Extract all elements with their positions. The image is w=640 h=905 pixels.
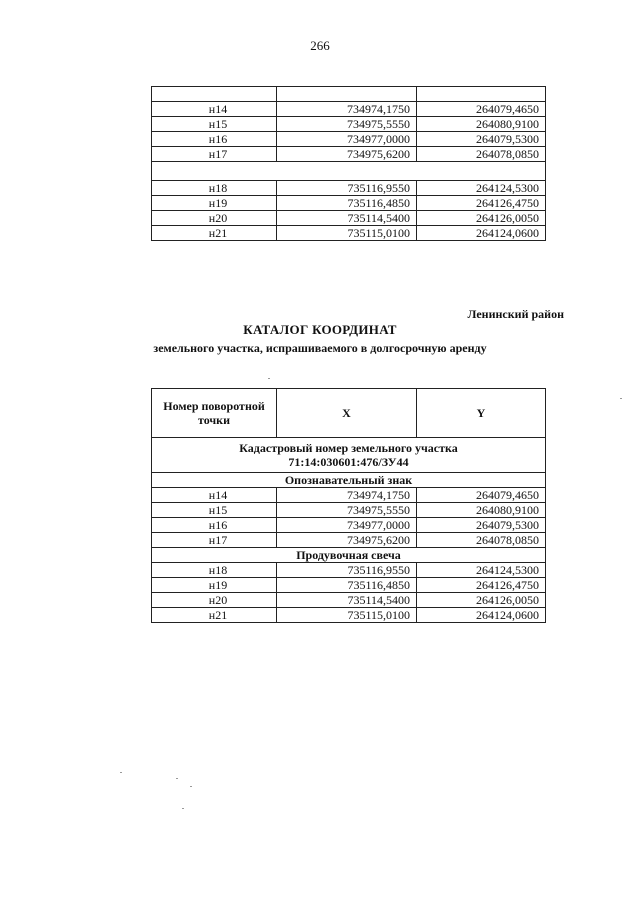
scan-speck <box>190 786 192 787</box>
table-row: н20 735114,5400 264126,0050 <box>152 593 546 608</box>
table-row: н15 734975,5550 264080,9100 <box>152 503 546 518</box>
scan-speck <box>268 378 270 379</box>
table-row: н18 735116,9550 264124,5300 <box>152 181 546 196</box>
page-number: 266 <box>310 38 330 53</box>
table-row: н20 735114,5400 264126,0050 <box>152 211 546 226</box>
table-row: н14 734974,1750 264079,4650 <box>152 102 546 117</box>
table-row: н19 735116,4850 264126,4750 <box>152 578 546 593</box>
table-row: н21 735115,0100 264124,0600 <box>152 608 546 623</box>
cadastral-label: Кадастровый номер земельного участка <box>239 441 458 455</box>
section-row <box>152 548 546 563</box>
table-row: н21 735115,0100 264124,0600 <box>152 226 546 241</box>
table-row: н14 734974,1750 264079,4650 <box>152 488 546 503</box>
coordinates-table-continued <box>151 86 546 241</box>
column-header-y: Y <box>417 389 546 438</box>
section-row <box>152 473 546 488</box>
cadastral-number: 71:14:030601:476/ЗУ44 <box>288 455 409 469</box>
table-row: н15 734975,5550 264080,9100 <box>152 117 546 132</box>
table-row: н19 735116,4850 264126,4750 <box>152 196 546 211</box>
scan-speck <box>182 808 184 809</box>
district-name: Ленинский район <box>467 307 564 321</box>
column-header-x: X <box>277 389 417 438</box>
column-header-point: Номер поворотной точки <box>152 389 277 438</box>
table-row-blank <box>152 162 546 181</box>
table-row: н16 734977,0000 264079,5300 <box>152 132 546 147</box>
table-row: н18 735116,9550 264124,5300 <box>152 563 546 578</box>
section-title: Опознавательный знак <box>152 473 546 488</box>
section-title: Продувочная свеча <box>152 548 546 563</box>
catalog-title: КАТАЛОГ КООРДИНАТ <box>243 322 397 337</box>
scan-speck <box>176 778 178 779</box>
catalog-subtitle: земельного участка, испрашиваемого в долгосрочную аренду <box>153 341 487 355</box>
table-row: н16 734977,0000 264079,5300 <box>152 518 546 533</box>
scan-speck <box>620 398 622 399</box>
table-row: н17 734975,6200 264078,0850 <box>152 533 546 548</box>
table-header-row <box>152 389 546 438</box>
scan-speck <box>120 772 122 773</box>
cadastral-row <box>152 438 546 473</box>
coordinates-catalog-table <box>151 388 546 623</box>
table-row: н17 734975,6200 264078,0850 <box>152 147 546 162</box>
table-row-blank <box>152 87 546 102</box>
